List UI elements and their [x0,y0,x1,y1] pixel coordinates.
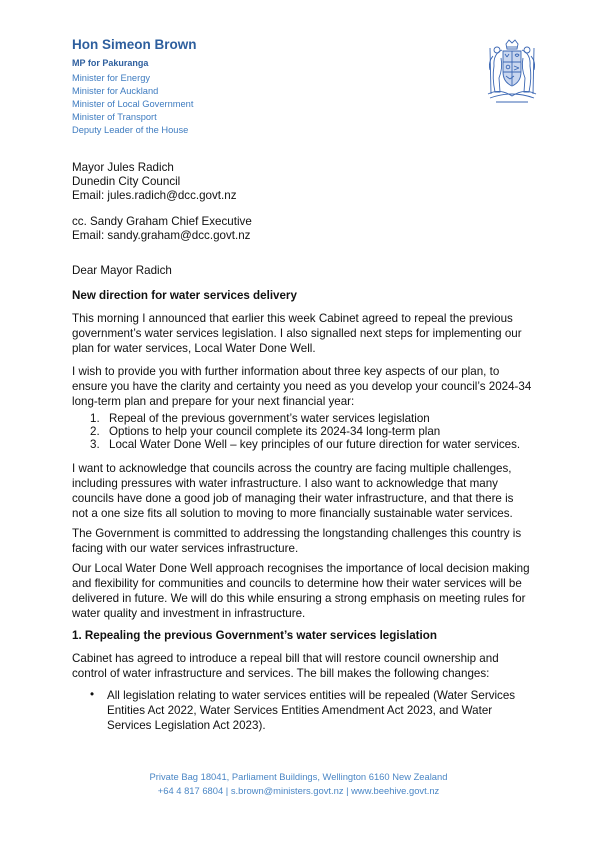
body-paragraph: I wish to provide you with further information about three key aspects of our plan, to ensure you have the clarity and certainty you need as you develop your council’s 2024-34 long-term plan and prepare for your next financial year: [72,365,532,408]
salutation: Dear Mayor Radich [72,264,172,277]
body-paragraph: I want to acknowledge that councils across the country are facing multiple challenges, including pressures with water infrastructure. I also want to acknowledge that many councils have done a good job of managing their water infrastructure, and that there is not a one size fits all solution to moving to more financially sustainable water services. [72,462,514,520]
body-paragraph: This morning I announced that earlier this week Cabinet agreed to repeal the previous government’s water services legislation. I also signalled next steps for implementing our plan for water services, Local Water Done Well. [72,312,522,355]
list-text: Options to help your council complete its 2024-34 long-term plan [109,425,441,438]
body-paragraph: Our Local Water Done Well approach recognises the importance of local decision making and flexibility for communities and councils to determine how their water services will be delivered in future. We will do this while ensuring a strong emphasis on meeting rules for water quality and investment in infrastructure. [72,562,530,620]
recipient-email: Email: jules.radich@dcc.govt.nz [72,189,237,202]
recipient-name: Mayor Jules Radich [72,161,174,174]
electorate: MP for Pakuranga [72,58,149,68]
recipient-org: Dunedin City Council [72,175,181,188]
minister-name: Hon Simeon Brown [72,37,197,52]
list-item [90,412,510,426]
cc-line: cc. Sandy Graham Chief Executive [72,215,252,228]
footer-address: Private Bag 18041, Parliament Buildings, Wellington 6160 New Zealand [149,771,448,782]
role-line: Minister for Energy [72,73,151,83]
subject-heading: New direction for water services delivery [72,289,297,302]
role-line: Minister of Local Government [72,99,194,109]
nz-coat-of-arms-icon [476,38,548,106]
role-line: Minister for Auckland [72,86,159,96]
cc-email: Email: sandy.graham@dcc.govt.nz [72,229,251,242]
role-line: Deputy Leader of the House [72,125,189,135]
section-heading: 1. Repealing the previous Government’s water services legislation [72,629,437,642]
list-number: 3. [90,438,100,451]
bullet-text: All legislation relating to water services entities will be repealed (Water Services Entities Act 2022, Water Services Entities Amendment Act 2023, and Water Services Legislation Act 2023). [107,689,516,732]
body-paragraph: The Government is committed to addressing the longstanding challenges this country is facing with our water services infrastructure. [72,527,522,555]
list-text: Local Water Done Well – key principles of our future direction for water services. [109,438,521,451]
footer-contact: +64 4 817 6804 | s.brown@ministers.govt.nz | www.beehive.govt.nz [157,785,440,796]
bullet-icon: • [90,688,95,701]
list-text: Repeal of the previous government’s water services legislation [109,412,430,425]
list-number: 2. [90,425,100,438]
list-item [90,438,530,452]
list-number: 1. [90,412,100,425]
list-item [90,425,510,439]
body-paragraph: Cabinet has agreed to introduce a repeal bill that will restore council ownership and control of water infrastructure and services. The bill makes the following changes: [72,652,499,680]
role-line: Minister of Transport [72,112,157,122]
